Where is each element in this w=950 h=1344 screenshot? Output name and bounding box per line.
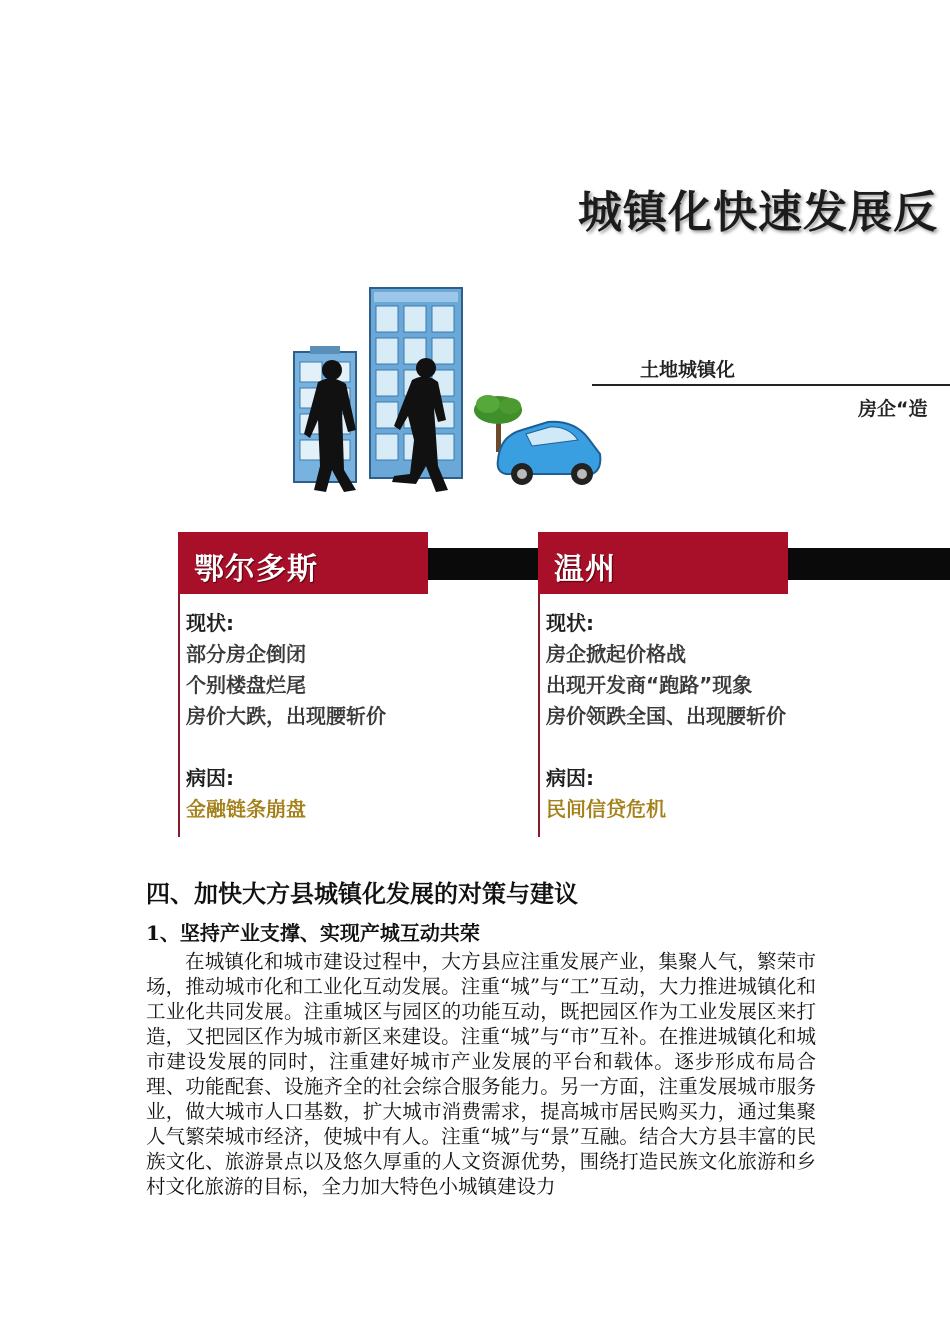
subsection-heading: 1、坚持产业支撑、实现产城互动共荣: [146, 921, 480, 945]
city-name: 鄂尔多斯: [194, 552, 318, 587]
city-name: 温州: [554, 552, 616, 587]
panel-border: [538, 594, 540, 837]
status-item: 房企掀起价格战: [546, 642, 686, 666]
status-item: 房价领跌全国、出现腰斩价: [546, 704, 786, 728]
panel-border: [178, 594, 180, 837]
city-panel-wenzhou: [538, 532, 788, 837]
cause-text: 民间信贷危机: [546, 797, 666, 821]
city-panel-body: [186, 608, 386, 825]
status-item: 出现开发商“跑路”现象: [546, 673, 753, 697]
car-icon: [498, 422, 601, 485]
status-item: 部分房企倒闭: [186, 642, 306, 666]
city-panel-ordos: [178, 532, 428, 837]
label-land-urbanization: 土地城镇化: [640, 359, 736, 381]
city-panel-header: [178, 532, 428, 594]
status-heading: 现状:: [546, 611, 594, 635]
cause-text: 金融链条崩盘: [186, 797, 306, 821]
section-heading: 四、加快大方县城镇化发展的对策与建议: [146, 879, 578, 908]
body-paragraph: 在城镇化和城市建设过程中，大方县应注重发展产业，集聚人气，繁荣市场，推动城市化和工业化互动发展。注重“城”与“工”互动，大力推进城镇化和工业化共同发展。注重城区与园区的功能互动，既把园区作为工业发展区来打造，又把园区作为城市新区来建设。注重“城”与“市”互补。在推进城镇化和城市建设发展的同时，注重建好城市产业发展的平台和载体。逐步形成布局合理、功能配套、设施齐全的社会综合服务能力。另一方面，注重发展城市服务业，做大城市人口基数，扩大城市消费需求，提高城市居民购买力，通过集聚人气繁荣城市经济，使城中有人。注重“城”与“景”互融。结合大方县丰富的民族文化、旅游景点以及悠久厚重的人文资源优势，围绕打造民族文化旅游和乡村文化旅游的目标，全力加大特色小城镇建设力: [146, 950, 816, 1198]
cause-heading: 病因:: [546, 766, 594, 790]
label-developer: 房企“造: [858, 398, 928, 420]
divider-line: [592, 384, 950, 386]
status-item: 房价大跌，出现腰斩价: [186, 704, 386, 728]
infographic-title: 城镇化快速发展反: [578, 187, 938, 238]
status-item: 个别楼盘烂尾: [186, 673, 306, 697]
document-body: [146, 874, 816, 1199]
cause-heading: 病因:: [186, 766, 234, 790]
city-panel-body: [546, 608, 786, 825]
city-panel-header: [538, 532, 788, 594]
status-heading: 现状:: [186, 611, 234, 635]
city-illustration: [270, 270, 610, 500]
